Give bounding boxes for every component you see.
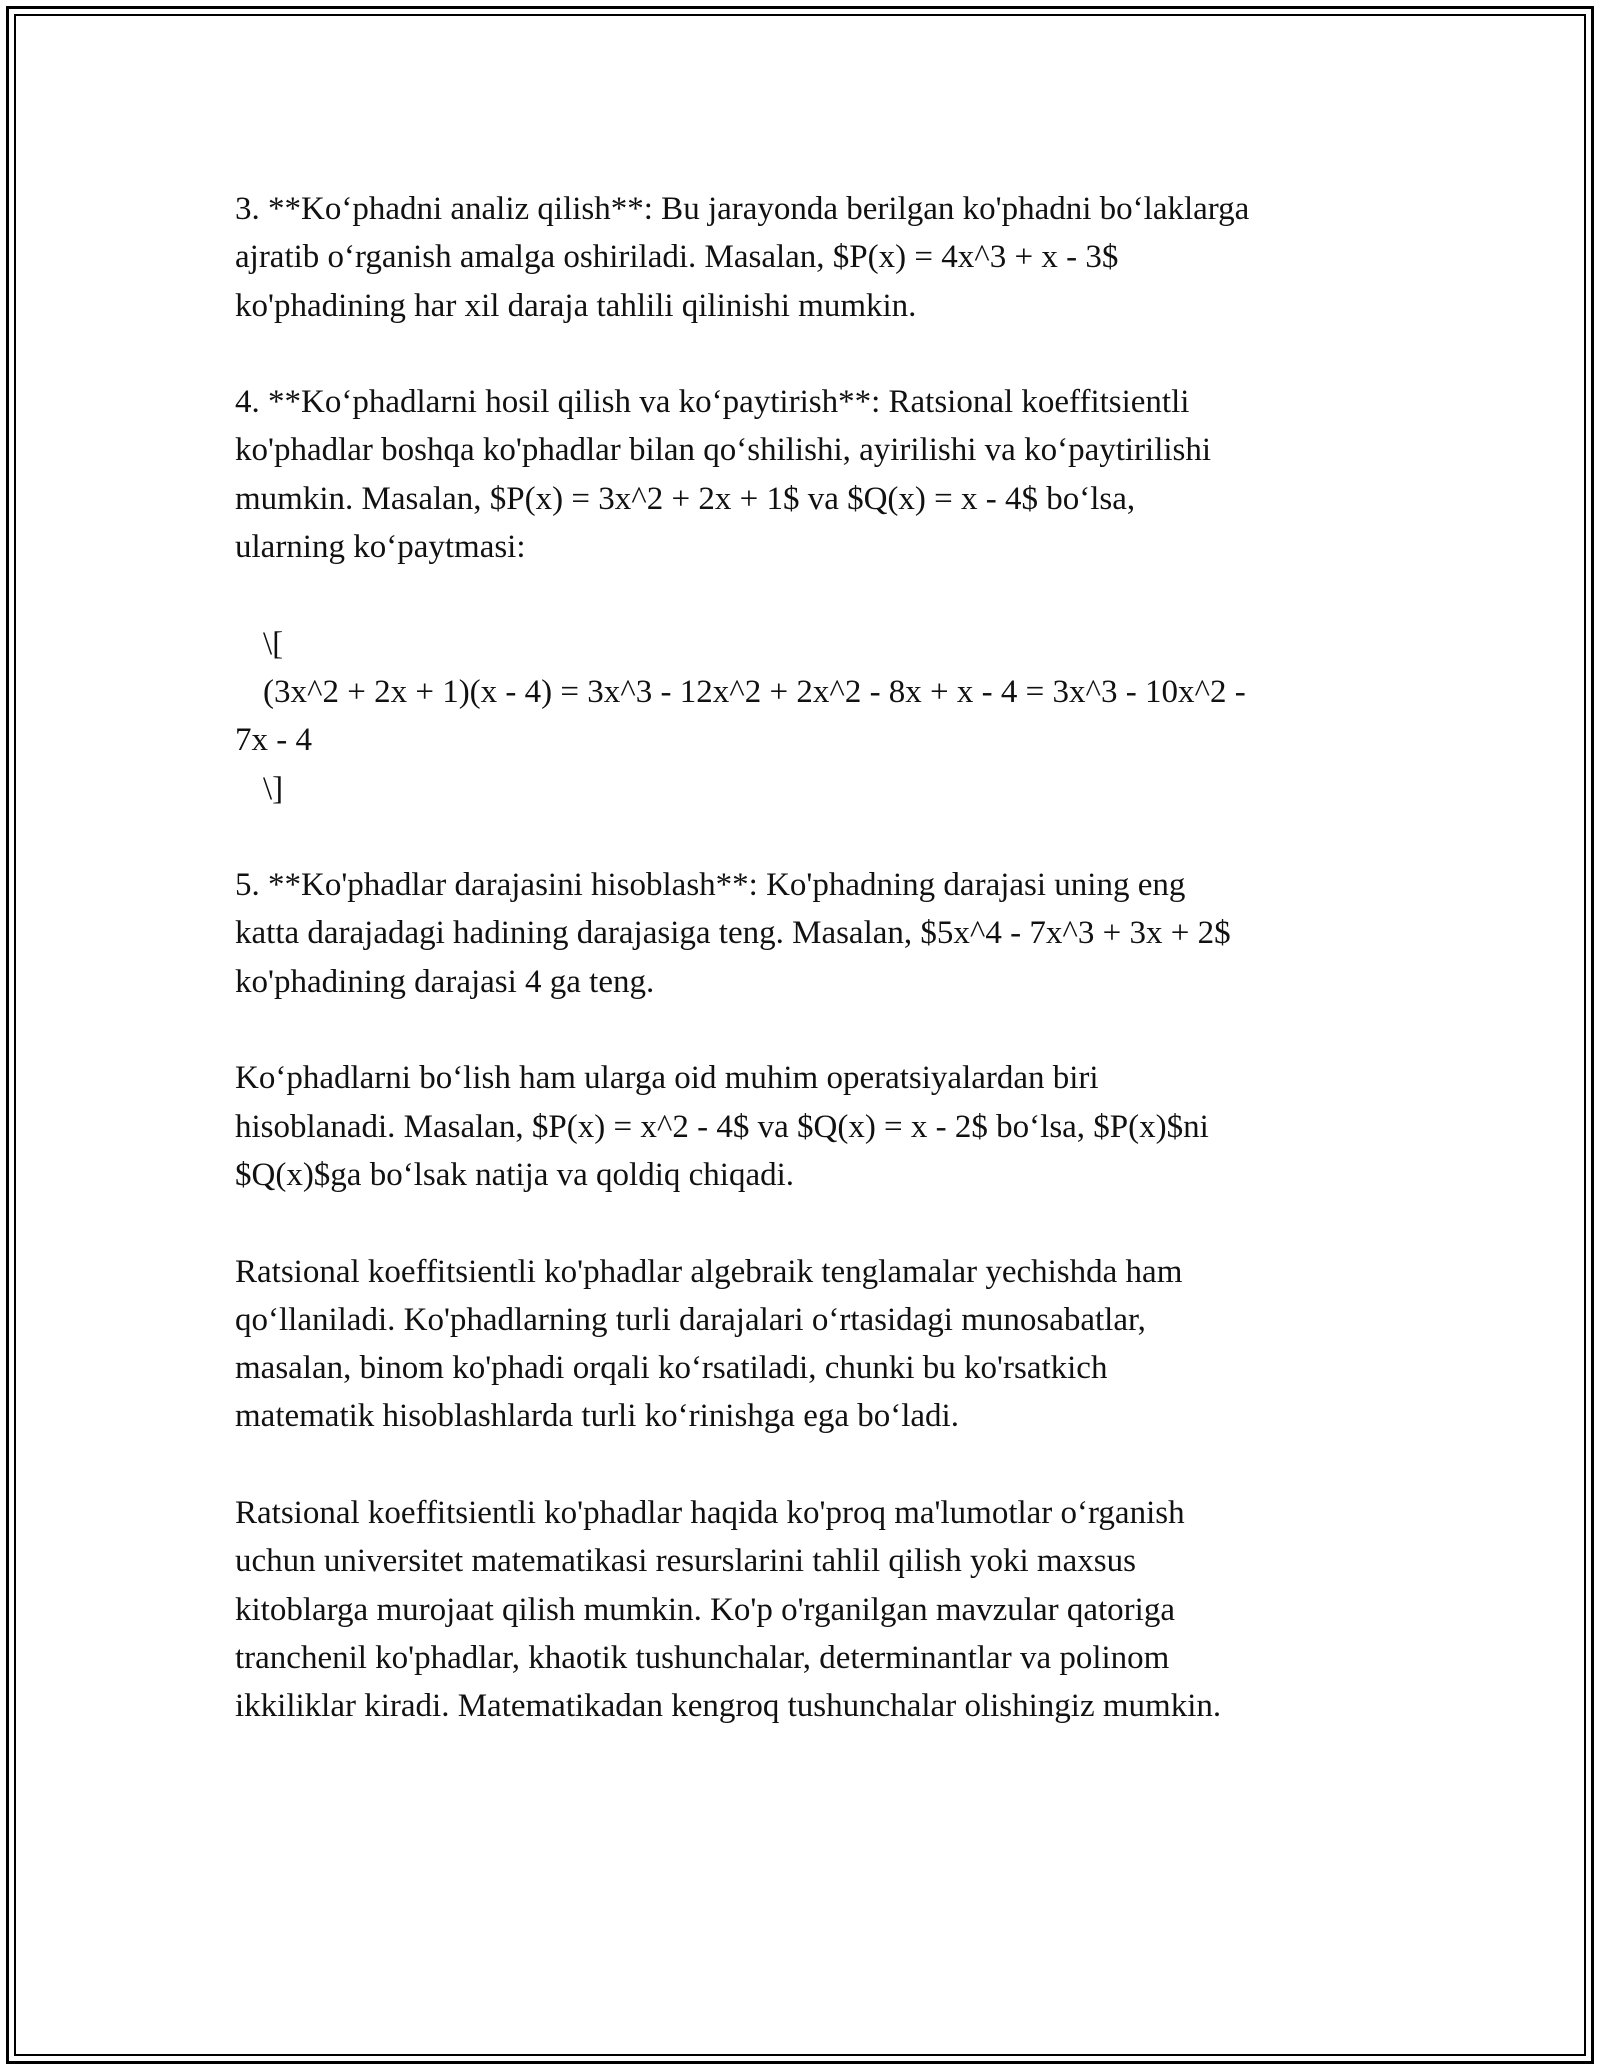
text-line: katta darajadagi hadining darajasiga teng. Masalan, $5x^4 - 7x^3 + 3x + 2$ [235,915,1231,952]
text-line: ikkiliklar kiradi. Matematikadan kengroq tushunchalar olishingiz mumkin. [235,1688,1222,1725]
text-line: ko'phadining har xil daraja tahlili qilinishi mumkin. [235,287,917,324]
text-line: 3. **Ko‘phadni analiz qilish**: Bu jarayonda berilgan ko'phadni bo‘laklarga [235,191,1250,227]
text-line: ajratib o‘rganish amalga oshiriladi. Masalan, $P(x) = 4x^3 + x - 3$ [235,239,1119,276]
text-line: Ratsional koeffitsientli ko'phadlar algebraik tenglamalar yechishda ham [235,1253,1183,1290]
text-line: 4. **Ko‘phadlarni hosil qilish va ko‘paytirish**: Ratsional koeffitsientli [235,384,1190,421]
text-line: mumkin. Masalan, $P(x) = 3x^2 + 2x + 1$ va $Q(x) = x - 4$ bo‘lsa, [235,480,1136,517]
text-line: Ratsional koeffitsientli ko'phadlar haqida ko'proq ma'lumotlar o‘rganish [235,1495,1185,1532]
text-line: tranchenil ko'phadlar, khaotik tushunchalar, determinantlar va polinom [235,1639,1170,1676]
paragraph-item-3 [235,185,1370,330]
text-line: uchun universitet matematikasi resurslarini tahlil qilish yoki maxsus [235,1543,1136,1580]
text-line: ularning ko‘paytmasi: [235,529,526,566]
text-line: ko'phadining darajasi 4 ga teng. [235,963,655,1000]
paragraph-item-5 [235,861,1370,1006]
equation-close-delimiter: \] [263,770,284,807]
equation-block [235,620,1370,813]
text-line: Ko‘phadlarni bo‘lish ham ularga oid muhim operatsiyalardan biri [235,1060,1099,1097]
paragraph-item-4 [235,378,1370,571]
text-line: masalan, binom ko'phadi orqali ko‘rsatiladi, chunki bu ko'rsatkich [235,1350,1108,1387]
equation-line: 7x - 4 [235,722,312,759]
equation-open-delimiter: \[ [263,625,284,662]
equation-line: (3x^2 + 2x + 1)(x - 4) = 3x^3 - 12x^2 + 2x^2 - 8x + x - 4 = 3x^3 - 10x^2 - [263,673,1246,710]
text-line: hisoblanadi. Masalan, $P(x) = x^2 - 4$ va $Q(x) = x - 2$ bo‘lsa, $P(x)$ni [235,1108,1209,1145]
paragraph-resources [235,1489,1370,1730]
text-line: matematik hisoblashlarda turli ko‘rinishga ega bo‘ladi. [235,1398,959,1435]
text-line: $Q(x)$ga bo‘lsak natija va qoldiq chiqadi. [235,1156,795,1193]
paragraph-applications [235,1248,1370,1441]
paragraph-division [235,1054,1370,1199]
text-line: kitoblarga murojaat qilish mumkin. Ko'p o'rganilgan mavzular qatoriga [235,1591,1175,1628]
text-line: 5. **Ko'phadlar darajasini hisoblash**: Ko'phadning darajasi uning eng [235,867,1186,904]
text-line: ko'phadlar boshqa ko'phadlar bilan qo‘shilishi, ayirilishi va ko‘paytirilishi [235,432,1212,469]
text-line: qo‘llaniladi. Ko'phadlarning turli darajalari o‘rtasidagi munosabatlar, [235,1301,1146,1338]
document-body [235,185,1370,1779]
